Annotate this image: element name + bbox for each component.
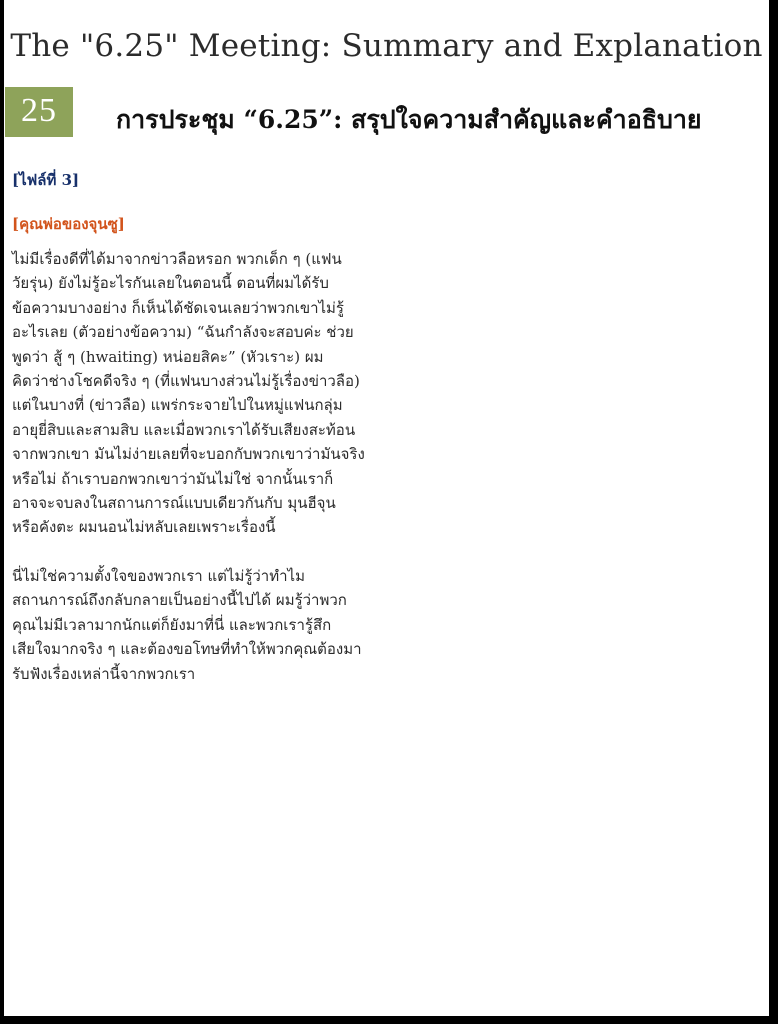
thai-subtitle: การประชุม “6.25”: สรุปใจความสำคัญและคำอธิบาย bbox=[116, 105, 702, 134]
text-line: รับฟังเรื่องเหล่านี้จากพวกเรา bbox=[12, 664, 196, 683]
paragraph-1 bbox=[12, 247, 400, 540]
slide-reference: [ไฟล์ที่ 3] bbox=[12, 171, 80, 189]
slide-page bbox=[4, 0, 769, 1016]
text-line: หรือคังตะ ผมนอนไม่หลับเลยเพราะเรื่องนี้ bbox=[12, 518, 276, 537]
transcript-body bbox=[12, 247, 400, 710]
text-line: นี่ไม่ใช่ความตั้งใจของพวกเรา แต่ไม่รู้ว่าทำไม bbox=[12, 566, 305, 585]
text-line: คิดว่าช่างโชคดีจริง ๆ (ที่แฟนบางส่วนไม่รู้เรื่องข่าวลือ) bbox=[12, 372, 360, 391]
text-line: หรือไม่ ถ้าเราบอกพวกเขาว่ามันไม่ใช่ จากนั้นเราก็ bbox=[12, 469, 334, 488]
paragraph-2 bbox=[12, 564, 400, 686]
text-line: วัยรุ่น) ยังไม่รู้อะไรกันเลยในตอนนี้ ตอนที่ผมได้รับ bbox=[12, 274, 329, 293]
text-line: อายุยี่สิบและสามสิบ และเมื่อพวกเราได้รับเสียงสะท้อน bbox=[12, 420, 356, 439]
speaker-label: [คุณพ่อของจุนซู] bbox=[12, 215, 125, 233]
text-line: เสียใจมากจริง ๆ และต้องขอโทษที่ทำให้พวกคุณต้องมา bbox=[12, 640, 362, 659]
text-line: คุณไม่มีเวลามากนักแต่ก็ยังมาที่นี่ และพวกเรารู้สึก bbox=[12, 615, 332, 634]
text-line: ไม่มีเรื่องดีที่ได้มาจากข่าวลือหรอก พวกเด็ก ๆ (แฟน bbox=[12, 250, 342, 268]
page-title: The "6.25" Meeting: Summary and Explanation bbox=[10, 28, 763, 64]
text-line: ข้อความบางอย่าง ก็เห็นได้ชัดเจนเลยว่าพวกเขาไม่รู้ bbox=[12, 298, 344, 317]
text-line: อาจจะจบลงในสถานการณ์แบบเดียวกันกับ มุนฮีจุน bbox=[12, 494, 336, 513]
text-line: จากพวกเขา มันไม่ง่ายเลยที่จะบอกกับพวกเขาว่ามันจริง bbox=[12, 445, 365, 464]
slide-number-badge: 25 bbox=[5, 87, 73, 137]
text-line: อะไรเลย (ตัวอย่างข้อความ) “ฉันกำลังจะสอบค่ะ ช่วย bbox=[12, 323, 354, 342]
text-line: สถานการณ์ถึงกลับกลายเป็นอย่างนี้ไปได้ ผมรู้ว่าพวก bbox=[12, 591, 347, 610]
text-line: แต่ในบางที่ (ข่าวลือ) แพร่กระจายไปในหมู่แฟนกลุ่ม bbox=[12, 396, 343, 415]
text-line: พูดว่า สู้ ๆ (hwaiting) หน่อยสิคะ” (หัวเราะ) ผม bbox=[12, 347, 324, 366]
